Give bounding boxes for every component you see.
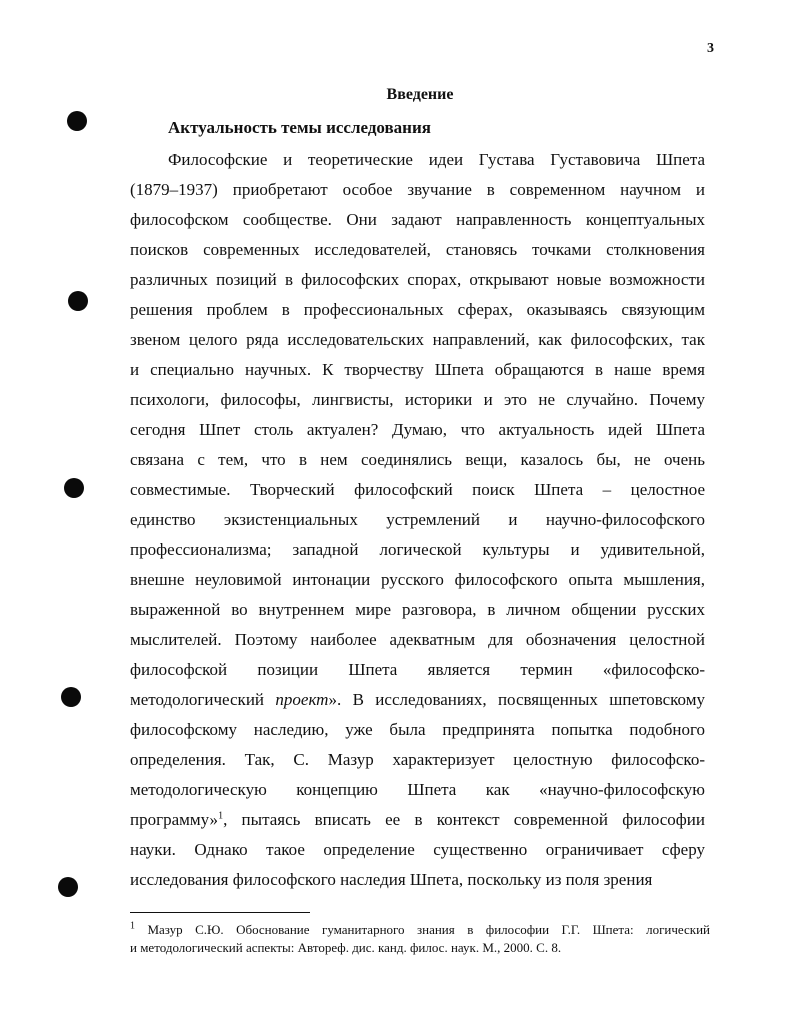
text-line: Философские и теоретические идеи Густава Густавовича Шпета <box>168 150 705 169</box>
footnote-line <box>130 921 710 938</box>
text-line: определения. Так, С. Мазур характеризует целостную философско- <box>130 750 705 769</box>
section-heading: Введение <box>386 86 454 103</box>
punch-hole-mark <box>64 478 84 498</box>
punch-hole-mark <box>58 877 78 897</box>
punch-hole-mark <box>68 291 88 311</box>
italic-term: проект <box>275 690 329 709</box>
subsection-heading: Актуальность темы исследования <box>168 118 431 137</box>
text-line: философском сообществе. Они задают направленность концептуальных <box>130 210 705 229</box>
text-line: решения проблем в профессиональных сферах, оказываясь связующим <box>130 300 705 319</box>
text-line: философской позиции Шпета является термин «философско- <box>130 660 705 679</box>
footnote-text: Мазур С.Ю. Обоснование гуманитарного знания в философии Г.Г. Шпета: логический <box>135 922 710 937</box>
text-segment: программу» <box>130 810 219 829</box>
text-line: сегодня Шпет столь актуален? Думаю, что актуальность идей Шпета <box>130 420 705 439</box>
text-line: и специально научных. К творчеству Шпета обращаются в наше время <box>130 360 705 379</box>
text-segment: ». В исследованиях, посвященных шпетовскому <box>328 690 705 709</box>
text-line: науки. Однако такое определение существенно ограничивает сферу <box>130 840 705 859</box>
text-line <box>130 688 705 712</box>
punch-hole-mark <box>67 111 87 131</box>
text-line: философскому наследию, уже была предпринята попытка подобного <box>130 720 705 739</box>
text-line: профессионализма; западной логической культуры и удивительной, <box>130 540 705 559</box>
text-line: (1879–1937) приобретают особое звучание в современном научном и <box>130 180 705 199</box>
text-line: психологи, философы, лингвисты, историки и это не случайно. Почему <box>130 390 705 409</box>
text-line: поисков современных исследователей, становясь точками столкновения <box>130 240 705 259</box>
text-segment: , пытаясь вписать ее в контекст современной философии <box>223 810 705 829</box>
text-line: различных позиций в философских спорах, открывают новые возможности <box>130 270 705 289</box>
text-segment: методологический <box>130 690 276 709</box>
text-line: совместимые. Творческий философский поиск Шпета – целостное <box>130 480 705 499</box>
text-line: связана с тем, что в нем соединялись вещи, казалось бы, не очень <box>130 450 705 469</box>
page-number: 3 <box>707 41 714 56</box>
punch-hole-mark <box>61 687 81 707</box>
text-line: внешне неуловимой интонации русского философского опыта мышления, <box>130 570 705 589</box>
text-line: методологическую концепцию Шпета как «научно-философскую <box>130 780 705 799</box>
footnote-mark: 1 <box>130 920 135 932</box>
text-line: исследования философского наследия Шпета, поскольку из поля зрения <box>130 870 653 889</box>
text-line: выраженной во внутреннем мире разговора, в личном общении русских <box>130 600 705 619</box>
text-line: единство экзистенциальных устремлений и научно-философского <box>130 510 705 529</box>
footnote-divider <box>130 912 310 913</box>
text-line: звеном целого ряда исследовательских направлений, как философских, так <box>130 330 705 349</box>
text-line: мыслителей. Поэтому наиболее адекватным для обозначения целостной <box>130 630 705 649</box>
text-line <box>130 808 705 832</box>
footnote-reference[interactable]: 1 <box>218 810 224 822</box>
footnote-line: и методологический аспекты: Автореф. дис. канд. филос. наук. М., 2000. С. 8. <box>130 940 562 955</box>
